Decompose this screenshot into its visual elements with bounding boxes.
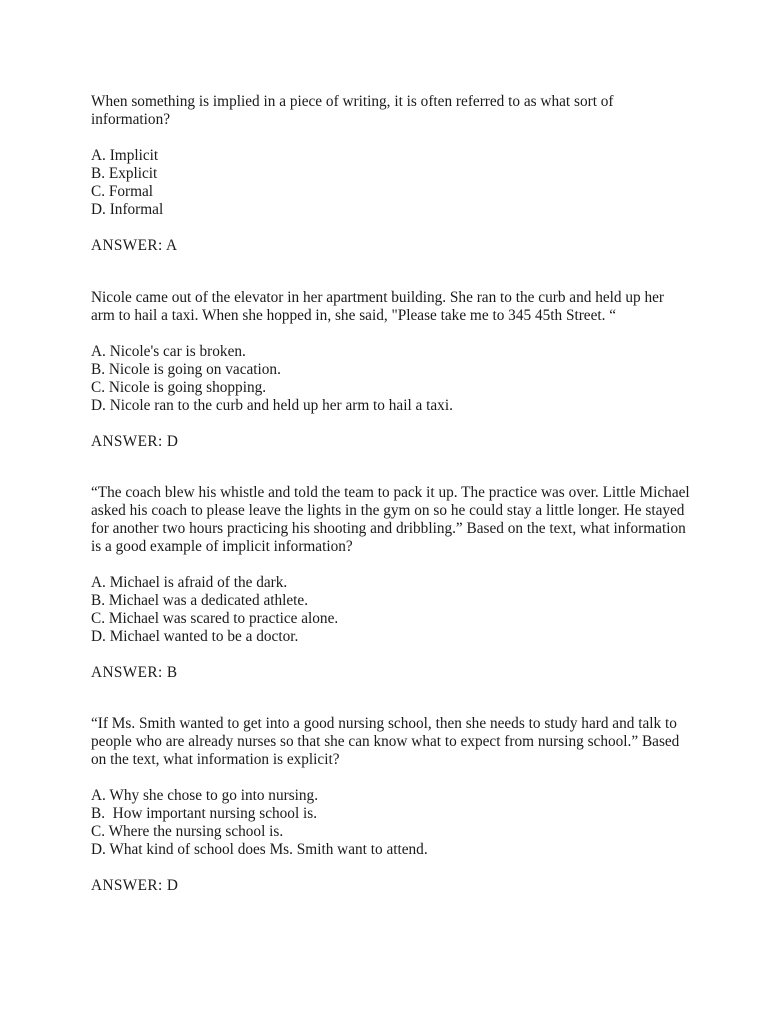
choice-c: C. Nicole is going shopping. bbox=[91, 379, 267, 396]
question-text: “The coach blew his whistle and told the team to pack it up. The practice was over. Little Michael asked his coach to please leave the lights in the gym on so he could stay a little longer. He stayed for another two hours practicing his shooting and dribbling.” Based on the text, what information is a good example of implicit information? bbox=[91, 484, 690, 555]
question-3 bbox=[91, 484, 691, 682]
choice-list bbox=[91, 574, 691, 646]
question-text: When something is implied in a piece of writing, it is often referred to as what sort of information? bbox=[91, 93, 614, 128]
choice-c: C. Formal bbox=[91, 183, 154, 200]
answer-line: ANSWER: D bbox=[91, 877, 179, 894]
choice-d: D. Nicole ran to the curb and held up her arm to hail a taxi. bbox=[91, 397, 453, 414]
choice-b: B. Nicole is going on vacation. bbox=[91, 361, 281, 378]
answer-line: ANSWER: D bbox=[91, 433, 179, 450]
question-text: “If Ms. Smith wanted to get into a good nursing school, then she needs to study hard and talk to people who are already nurses so that she can know what to expect from nursing school.” Based on the text, what information is explicit? bbox=[91, 715, 680, 768]
question-1 bbox=[91, 93, 691, 255]
choice-c: C. Where the nursing school is. bbox=[91, 823, 284, 840]
answer-line: ANSWER: A bbox=[91, 237, 178, 254]
choice-a: A. Why she chose to go into nursing. bbox=[91, 787, 319, 804]
choice-a: A. Nicole's car is broken. bbox=[91, 343, 246, 360]
choice-d: D. Michael wanted to be a doctor. bbox=[91, 628, 299, 645]
choice-a: A. Implicit bbox=[91, 147, 159, 164]
choice-list bbox=[91, 147, 691, 219]
choice-d: D. Informal bbox=[91, 201, 164, 218]
choice-b: B. Explicit bbox=[91, 165, 158, 182]
choice-d: D. What kind of school does Ms. Smith want to attend. bbox=[91, 841, 428, 858]
choice-list bbox=[91, 787, 691, 859]
question-text: Nicole came out of the elevator in her apartment building. She ran to the curb and held up her arm to hail a taxi. When she hopped in, she said, "Please take me to 345 45th Street. “ bbox=[91, 289, 665, 324]
choice-a: A. Michael is afraid of the dark. bbox=[91, 574, 288, 591]
choice-b: B. Michael was a dedicated athlete. bbox=[91, 592, 309, 609]
choice-list bbox=[91, 343, 691, 415]
choice-c: C. Michael was scared to practice alone. bbox=[91, 610, 339, 627]
question-4 bbox=[91, 715, 691, 895]
question-2 bbox=[91, 289, 691, 451]
answer-line: ANSWER: B bbox=[91, 664, 178, 681]
choice-b: B. How important nursing school is. bbox=[91, 805, 318, 822]
